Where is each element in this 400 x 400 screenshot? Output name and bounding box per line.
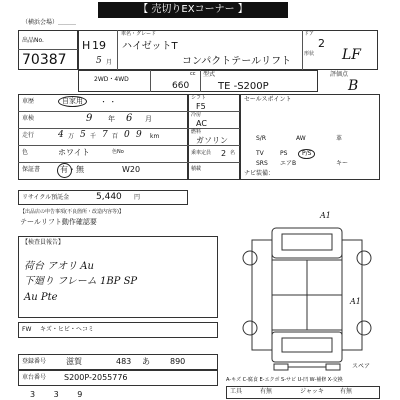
recycle-value: 5,440 — [96, 192, 122, 202]
history-other: ・ ・ — [100, 98, 117, 106]
mileage-d7: 9 — [136, 130, 142, 140]
plate-num: 890 — [170, 357, 186, 366]
equip-airbag: エアB — [280, 160, 297, 167]
fuel-value: ガソリン — [196, 136, 228, 145]
inspection-label: 車検 — [22, 115, 35, 122]
jack-value: 有無 — [340, 388, 353, 395]
equip-sr: S/R — [256, 135, 266, 142]
color-label: 色 — [22, 149, 29, 156]
chassis-label: 車台番号 — [22, 374, 47, 381]
plate-class: 483 — [116, 357, 132, 366]
capacity-label: 乗車定員 — [191, 150, 212, 156]
score-label: 評価点 — [330, 71, 349, 78]
inspector-line-3: Au Pte — [24, 292, 58, 303]
fw-items: キズ・ヒビ・ヘコミ — [40, 326, 94, 333]
fuel-label: 燃料 — [191, 129, 202, 135]
sales-points-label: セールスポイント — [244, 96, 292, 103]
equip-key: キー — [336, 160, 349, 167]
year-month: 5 — [96, 56, 102, 66]
equip-srs: SRS — [256, 160, 268, 167]
mileage-unit: km — [150, 133, 160, 140]
venue: （横浜会場）＿＿＿ — [22, 19, 77, 26]
year-era: H — [82, 39, 91, 52]
equip-aw: AW — [296, 135, 306, 142]
inspector-title: 【検査員報告】 — [22, 239, 65, 246]
tools-value: 有無 — [260, 388, 273, 395]
equip-navi: ナビ装備： — [244, 170, 275, 177]
mileage-d1: 万 — [68, 133, 75, 140]
damage-legend: A-キズ C-腐食 E-エクボ S-サビ U-凹 W-補修 X-交換 — [226, 377, 343, 383]
lot-label: 出品No. — [22, 37, 44, 44]
equip-ps: PS — [280, 150, 288, 157]
drive-label: 2WD・4WD — [94, 76, 129, 83]
mileage-d0: 4 — [58, 130, 64, 140]
inspection-month: 6 — [126, 113, 133, 124]
notes-title: 【出品店の申告事項(不良箇所・改造内容等)】 — [20, 209, 124, 215]
inspection-year-unit: 年 — [108, 115, 115, 123]
warranty-label: 保証書 — [22, 166, 41, 173]
model-code-label: 型式 — [203, 71, 216, 78]
equip-tv: TV — [256, 150, 264, 157]
tools-label: 工具 — [230, 388, 243, 395]
mileage-d3: 千 — [90, 133, 97, 140]
payload-label: 積載 — [191, 166, 202, 172]
equip-pw: P/S — [298, 149, 315, 159]
model-grade: コンパクトテールリフト — [182, 56, 292, 67]
color-value: ホワイト — [58, 148, 90, 157]
shape-value: LF — [342, 47, 362, 63]
banner: 【 売切りEXコーナー 】 — [98, 2, 288, 18]
jack-label: ジャッキ — [300, 388, 324, 395]
transmission-label: シフト — [191, 95, 207, 101]
diagram-mark-right: A1 — [350, 297, 361, 306]
plate-city: 滋賀 — [66, 357, 82, 366]
mileage-d6: 0 — [124, 130, 130, 140]
capacity-unit: 名 — [230, 150, 236, 156]
transmission-value: F5 — [196, 102, 206, 111]
color-code-label: 色No — [112, 149, 124, 155]
mileage-d2: 5 — [80, 130, 86, 140]
doors-label: ドア — [304, 31, 314, 37]
notes-sub: テールリフト動作確認要 — [20, 218, 97, 226]
plate-kana: あ — [142, 357, 150, 366]
doors-value: 2 — [318, 37, 325, 50]
history-selected: 自家用 — [58, 96, 87, 107]
history-label: 車歴 — [22, 98, 35, 105]
warranty-options: 有・無 — [60, 165, 84, 174]
mileage-d4: 7 — [102, 130, 108, 140]
inspection-month-unit: 月 — [145, 115, 152, 123]
model-name-label: 車名・グレード — [121, 31, 157, 37]
spare-label: スペア — [352, 363, 371, 370]
inspector-line-2: 下廻り フレーム 1BP SP — [24, 276, 138, 287]
inspection-year: 9 — [86, 113, 93, 124]
date-digits: 3 3 9 — [30, 390, 91, 399]
year-value: 19 — [92, 39, 106, 52]
inspector-line-1: 荷台 アオリ Au — [24, 261, 94, 272]
displacement-unit: cc — [190, 71, 196, 77]
mileage-d5: 百 — [112, 133, 119, 140]
chassis-number: S200P-2055776 — [64, 373, 128, 382]
plate-label: 登録番号 — [22, 358, 47, 365]
equip-leather: 革 — [336, 135, 343, 142]
score-value: B — [348, 78, 359, 94]
recycle-unit: 円 — [134, 194, 141, 201]
aircon-label: 冷房 — [191, 112, 202, 118]
diagram-mark-top: A1 — [320, 211, 331, 220]
recycle-label: リサイクル預託金 — [22, 194, 70, 201]
aircon-value: AC — [196, 119, 207, 128]
model-code-value: TE -S200P — [218, 81, 269, 92]
shape-label: 形状 — [304, 51, 315, 57]
color-code: W20 — [122, 165, 141, 174]
lot-number: 70387 — [22, 52, 67, 68]
fw-label: FW — [22, 326, 32, 333]
year-month-unit: 月 — [106, 59, 113, 66]
mileage-label: 走行 — [22, 132, 35, 139]
displacement-value: 660 — [172, 81, 190, 91]
capacity-value: 2 — [221, 149, 227, 158]
model-name: ハイゼットT — [122, 41, 178, 52]
